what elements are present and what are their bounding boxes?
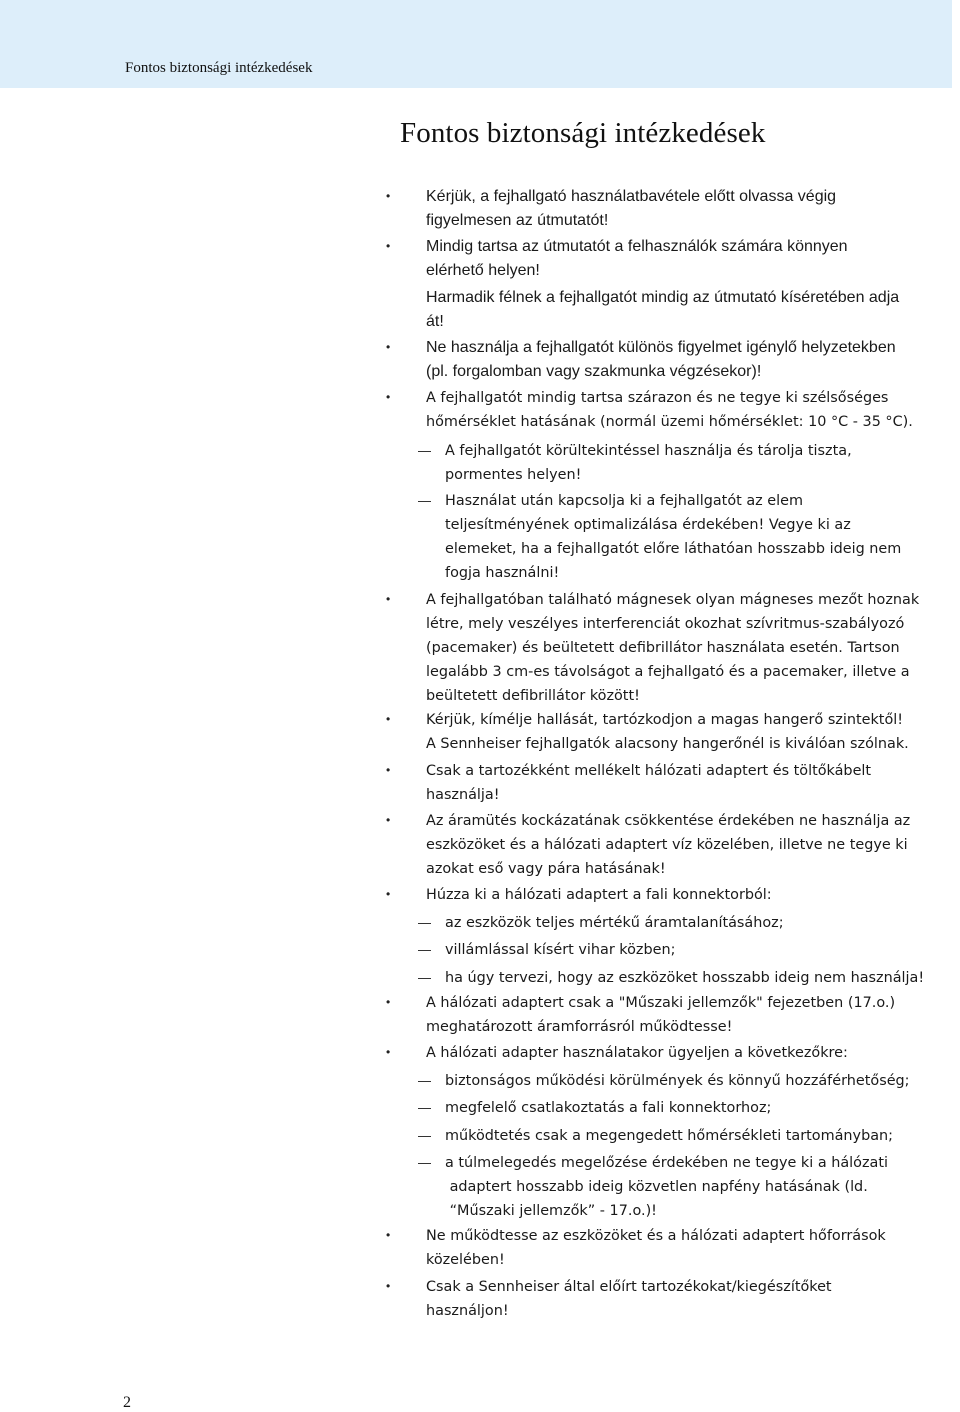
header-band	[0, 0, 952, 88]
list-item-text: Csak a Sennheiser által előírt tartozékokat/kiegészítőket használjon!	[426, 1279, 832, 1319]
dash-icon	[418, 923, 431, 924]
list-item-text: Húzza ki a hálózati adaptert a fali konnektorból:	[426, 887, 772, 903]
list-item-text: A hálózati adapter használatakor ügyeljen a következőkre:	[426, 1045, 848, 1061]
list-item-text: A fejhallgatóban található mágnesek olyan mágneses mezőt hoznak létre, mely veszélyes interferenciát okozhat szívritmus-szabályozó (pacemaker) és beültetett defibrillátor használata esetén. Tartson legalább 3 cm-es távolságot a fejhallgató és a pacemaker, illetve a beültetett defibrillátor között!	[426, 592, 920, 704]
list-subitem-text: ha úgy tervezi, hogy az eszközöket hosszabb ideig nem használja!	[445, 970, 925, 986]
list-item-text: Az áramütés kockázatának csökkentése érdekében ne használja az eszközöket és a hálózati adaptert víz közelében, illetve ne tegye ki azokat eső vagy pára hatásának!	[426, 813, 911, 877]
dash-icon	[418, 501, 431, 502]
bullet-icon: •	[386, 592, 391, 606]
bullet-icon: •	[386, 390, 391, 404]
running-header: Fontos biztonsági intézkedések	[125, 60, 313, 76]
list-subitem-text: biztonságos működési körülmények és könnyű hozzáférhetőség;	[445, 1073, 910, 1089]
list-subitem-text: villámlással kísért vihar közben;	[445, 942, 676, 958]
list-item-text: A hálózati adaptert csak a "Műszaki jellemzők" fejezetben (17.o.) meghatározott áramforrásról működtesse!	[426, 995, 896, 1035]
bullet-icon: •	[386, 813, 391, 827]
list-subitem-text: működtetés csak a megengedett hőmérsékleti tartományban;	[445, 1128, 893, 1144]
list-subitem-text: Használat után kapcsolja ki a fejhallgatót az elem teljesítményének optimalizálása érdekében! Vegye ki az elemeket, ha a fejhallgatót előre láthatóan hosszabb ideig nem fogja használni!	[445, 493, 902, 581]
dash-icon	[418, 451, 431, 452]
bullet-icon: •	[386, 189, 391, 203]
bullet-icon: •	[386, 887, 391, 901]
dash-icon	[418, 1108, 431, 1109]
list-subitem-text: megfelelő csatlakoztatás a fali konnektorhoz;	[445, 1100, 772, 1116]
list-item-text: Kérjük, kímélje hallását, tartózkodjon a magas hangerő szintektől! A Sennheiser fejhallgatók alacsony hangerőnél is kiválóan szólnak.	[426, 712, 909, 752]
dash-icon	[418, 1163, 431, 1164]
dash-icon	[418, 950, 431, 951]
page-number: 2	[123, 1394, 131, 1411]
bullet-icon: •	[386, 1045, 391, 1059]
dash-icon	[418, 1081, 431, 1082]
bullet-icon: •	[386, 340, 391, 354]
list-subitem-text: A fejhallgatót körültekintéssel használja és tárolja tiszta, pormentes helyen!	[445, 443, 852, 483]
bullet-icon: •	[386, 712, 391, 726]
bullet-icon: •	[386, 1279, 391, 1293]
list-item-text: Mindig tartsa az útmutatót a felhasználók számára könnyen elérhető helyen!	[426, 238, 848, 279]
bullet-icon: •	[386, 763, 391, 777]
dash-icon	[418, 978, 431, 979]
list-item-text: Ne működtesse az eszközöket és a hálózati adaptert hőforrások közelében!	[426, 1228, 886, 1268]
dash-icon	[418, 1136, 431, 1137]
bullet-icon: •	[386, 995, 391, 1009]
page-title: Fontos biztonsági intézkedések	[400, 117, 766, 149]
list-item-text: Ne használja a fejhallgatót különös figyelmet igénylő helyzetekben (pl. forgalomban vagy szakmunka végzésekor)!	[426, 339, 896, 380]
list-subitem-text: az eszközök teljes mértékű áramtalanításához;	[445, 915, 784, 931]
list-item-text: Csak a tartozékként mellékelt hálózati adaptert és töltőkábelt használja!	[426, 763, 872, 803]
list-item-text: A fejhallgatót mindig tartsa szárazon és ne tegye ki szélsőséges hőmérséklet hatásának (normál üzemi hőmérséklet: 10 °C - 35 °C).	[426, 390, 913, 430]
list-subitem-text: a túlmelegedés megelőzése érdekében ne tegye ki a hálózati adaptert hosszabb ideig közvetlen napfény hatásának (ld. “Műszaki jellemzők” - 17.o.)!	[445, 1155, 888, 1219]
bullet-icon: •	[386, 1228, 391, 1242]
bullet-icon: •	[386, 239, 391, 253]
list-item-text: Harmadik félnek a fejhallgatót mindig az útmutató kíséretében adja át!	[426, 289, 900, 330]
list-item-text: Kérjük, a fejhallgató használatbavétele előtt olvassa végig figyelmesen az útmutatót!	[426, 188, 837, 229]
